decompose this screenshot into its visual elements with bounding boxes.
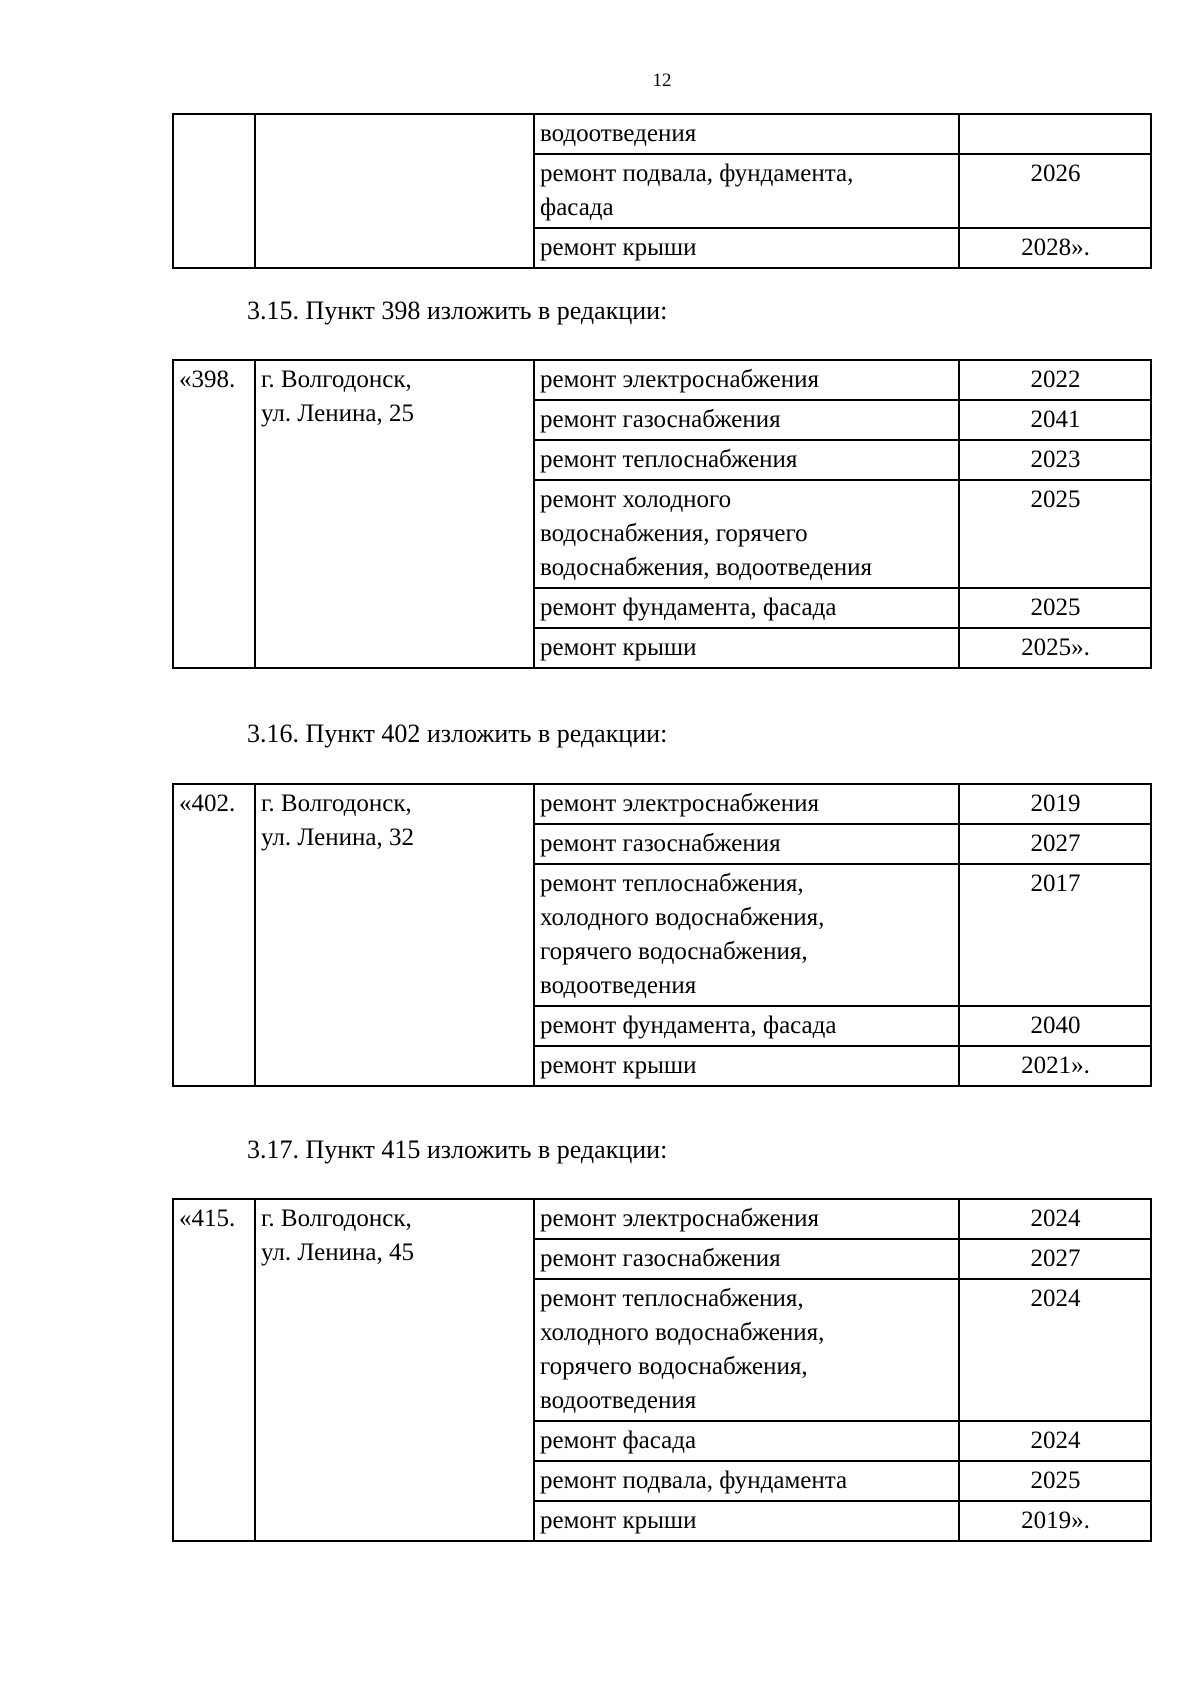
work-cell: водоотведения bbox=[534, 114, 959, 154]
work-cell: ремонт фундамента, фасада bbox=[534, 1006, 959, 1046]
work-cell: ремонт холодного водоснабжения, горячего водоснабжения, водоотведения bbox=[534, 480, 959, 588]
work-cell: ремонт крыши bbox=[534, 228, 959, 268]
item-number-cell bbox=[173, 114, 255, 268]
year-cell: 2024 bbox=[959, 1199, 1151, 1239]
item-number: «415. bbox=[173, 1199, 255, 1541]
work-cell: ремонт электроснабжения bbox=[534, 1199, 959, 1239]
table-row bbox=[173, 1199, 1151, 1239]
work-cell: ремонт теплоснабжения, холодного водоснабжения, горячего водоснабжения, водоотведения bbox=[534, 864, 959, 1006]
work-cell: ремонт подвала, фундамента bbox=[534, 1461, 959, 1501]
year-cell: 2017 bbox=[959, 864, 1151, 1006]
item-number: «402. bbox=[173, 784, 255, 1086]
work-cell: ремонт газоснабжения bbox=[534, 1239, 959, 1279]
year-cell: 2025 bbox=[959, 480, 1151, 588]
year-cell: 2028». bbox=[959, 228, 1151, 268]
address-cell: г. Волгодонск, ул. Ленина, 32 bbox=[255, 784, 534, 1086]
year-cell: 2025 bbox=[959, 1461, 1151, 1501]
year-cell: 2023 bbox=[959, 440, 1151, 480]
year-cell: 2024 bbox=[959, 1279, 1151, 1421]
address-cell: г. Волгодонск, ул. Ленина, 25 bbox=[255, 360, 534, 668]
section-title: 3.16. Пункт 402 изложить в редакции: bbox=[247, 719, 668, 748]
section-title: 3.15. Пункт 398 изложить в редакции: bbox=[247, 296, 668, 325]
work-cell: ремонт крыши bbox=[534, 1501, 959, 1541]
work-cell: ремонт электроснабжения bbox=[534, 784, 959, 824]
page-number: 12 bbox=[652, 70, 672, 91]
year-cell: 2041 bbox=[959, 400, 1151, 440]
section-title: 3.17. Пункт 415 изложить в редакции: bbox=[247, 1135, 668, 1164]
work-cell: ремонт подвала, фундамента, фасада bbox=[534, 154, 959, 228]
table-row bbox=[173, 114, 1151, 154]
year-cell: 2040 bbox=[959, 1006, 1151, 1046]
work-cell: ремонт теплоснабжения bbox=[534, 440, 959, 480]
item-number: «398. bbox=[173, 360, 255, 668]
year-cell: 2019». bbox=[959, 1501, 1151, 1541]
year-cell: 2027 bbox=[959, 824, 1151, 864]
work-cell: ремонт электроснабжения bbox=[534, 360, 959, 400]
year-cell: 2025 bbox=[959, 588, 1151, 628]
year-cell: 2021». bbox=[959, 1046, 1151, 1086]
table-row bbox=[173, 784, 1151, 824]
work-cell: ремонт крыши bbox=[534, 1046, 959, 1086]
section-table bbox=[172, 783, 1152, 1087]
year-cell: 2026 bbox=[959, 154, 1151, 228]
work-cell: ремонт крыши bbox=[534, 628, 959, 668]
section-table bbox=[172, 359, 1152, 669]
year-cell: 2024 bbox=[959, 1421, 1151, 1461]
year-cell: 2022 bbox=[959, 360, 1151, 400]
continuation-table bbox=[172, 113, 1152, 269]
work-cell: ремонт газоснабжения bbox=[534, 400, 959, 440]
work-cell: ремонт фундамента, фасада bbox=[534, 588, 959, 628]
work-cell: ремонт теплоснабжения, холодного водоснабжения, горячего водоснабжения, водоотведения bbox=[534, 1279, 959, 1421]
year-cell: 2019 bbox=[959, 784, 1151, 824]
year-cell bbox=[959, 114, 1151, 154]
year-cell: 2025». bbox=[959, 628, 1151, 668]
address-cell bbox=[255, 114, 534, 268]
work-cell: ремонт фасада bbox=[534, 1421, 959, 1461]
year-cell: 2027 bbox=[959, 1239, 1151, 1279]
table-row bbox=[173, 360, 1151, 400]
work-cell: ремонт газоснабжения bbox=[534, 824, 959, 864]
section-table bbox=[172, 1198, 1152, 1542]
address-cell: г. Волгодонск, ул. Ленина, 45 bbox=[255, 1199, 534, 1541]
